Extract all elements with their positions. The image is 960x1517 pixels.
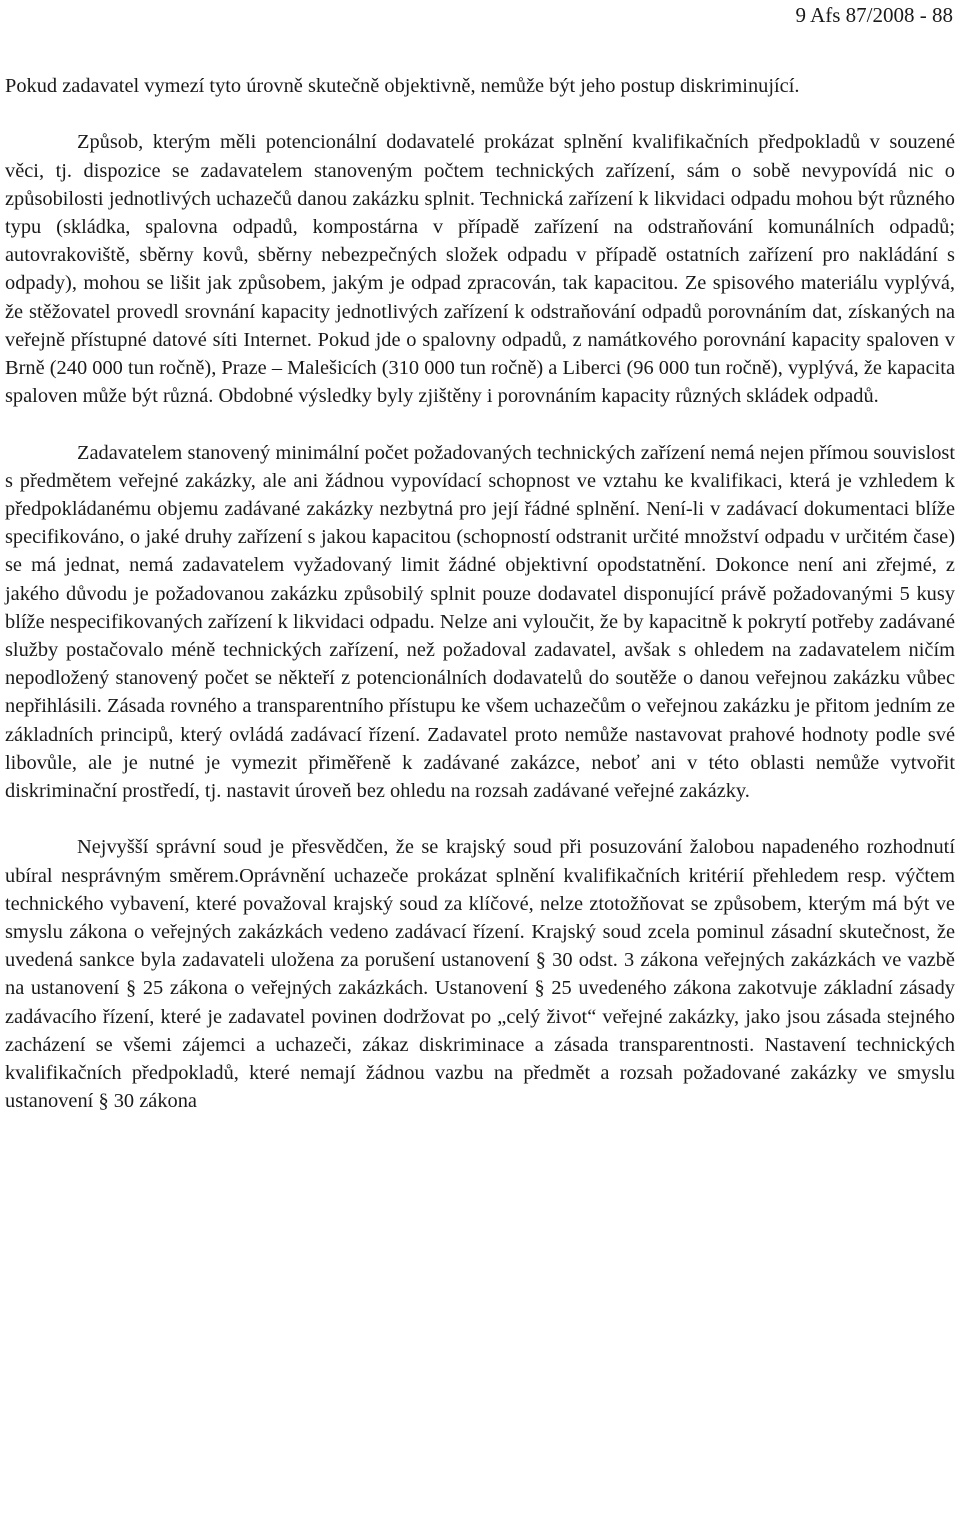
paragraph-4: Nejvyšší správní soud je přesvědčen, že se krajský soud při posuzování žalobou napadeného rozhodnutí ubíral nesprávným směrem.Oprávnění uchazeče prokázat splnění kvalifikačních kritérií přehledem resp. výčtem technického vybavení, které považoval krajský soud za klíčové, nelze ztotožňovat se způsobem, kterým má být ve smyslu zákona o veřejných zakázkách vedeno zadávací řízení. Krajský soud zcela pominul zásadní skutečnost, že uvedená sankce byla zadavateli uložena za porušení ustanovení § 30 odst. 3 zákona veřejných zakázkách ve vazbě na ustanovení § 25 zákona o veřejných zakázkách. Ustanovení § 25 uvedeného zákona zakotvuje základní zásady zadávacího řízení, které je zadavatel povinen dodržovat po „celý život“ veřejné zakázky, jako jsou zásada stejného zacházení se všemi zájemci a uchazeči, zákaz diskriminace a zásada transparentnosti. Nastavení technických kvalifikačních předpokladů, které nemají žádnou vazbu na předmět a rozsah požadované zakázky ve smyslu ustanovení § 30 zákona bbox=[5, 836, 955, 1113]
document-body bbox=[5, 72, 955, 1115]
paragraph-2: Způsob, kterým měli potencionální dodavatelé prokázat splnění kvalifikačních předpokladů v souzené věci, tj. dispozice se zadavatelem stanoveným počtem technických zařízení, sám o sobě nevypovídá nic o způsobilosti jednotlivých uchazečů danou zakázku splnit. Technická zařízení k likvidaci odpadu mohou být různého typu (skládka, spalovna odpadů, kompostárna v případě zařízení na odstraňování komunálních odpadů; autovrakoviště, sběrny kovů, sběrny nebezpečných složek odpadu v případě ostatních zařízení pro nakládání s odpady), mohou se lišit jak způsobem, jakým je odpad zpracován, tak kapacitou. Ze spisového materiálu vyplývá, že stěžovatel provedl srovnání kapacity jednotlivých zařízení k odstraňování odpadů porovnáním dat, získaných na veřejně přístupné datové síti Internet. Pokud jde o spalovny odpadů, z namátkového porovnání kapacity spaloven v Brně (240 000 tun ročně), Praze – Malešicích (310 000 tun ročně) a Liberci (96 000 tun ročně), vyplývá, že kapacita spaloven může být různá. Obdobné výsledky byly zjištěny i porovnáním kapacity různých skládek odpadů. bbox=[5, 131, 955, 408]
case-reference-header: 9 Afs 87/2008 - 88 bbox=[795, 3, 953, 27]
paragraph-1: Pokud zadavatel vymezí tyto úrovně skutečně objektivně, nemůže být jeho postup diskriminující. bbox=[5, 75, 800, 97]
paragraph-3: Zadavatelem stanovený minimální počet požadovaných technických zařízení nemá nejen přímou souvislost s předmětem veřejné zakázky, ale ani žádnou vypovídací schopnost ve vztahu ke kvalifikaci, která je vzhledem k předpokládanému objemu zadávané zakázky nezbytná pro její řádné splnění. Není-li v zadávací dokumentaci blíže specifikováno, o jaké druhy zařízení s jakou kapacitou (schopností odstranit určité množství odpadu v určitém čase) se má jednat, nemá zadavatelem vyžadovaný limit žádné objektivní opodstatnění. Dokonce není ani zřejmé, z jakého důvodu je požadovanou zakázku způsobilý splnit pouze dodavatel disponující právě požadovanými 5 kusy blíže nespecifikovaných zařízení k likvidaci odpadu. Nelze ani vyloučit, že by kapacitně k pokrytí potřeby zadávané služby postačovalo méně technických zařízení, než požadoval zadavatel, avšak s ohledem na zadavatelem ničím nepodložený stanovený počet se někteří z potencionálních dodavatelů do soutěže o danou veřejnou zakázku vůbec nepřihlásili. Zásada rovného a transparentního přístupu ke všem uchazečům o veřejnou zakázku je přitom jedním ze základních principů, který ovládá zadávací řízení. Zadavatel proto nemůže nastavovat prahové hodnoty podle své libovůle, ale je nutné je vymezit přiměřeně k zadávané zakázce, neboť ani v této oblasti nemůže vytvořit diskriminační prostředí, tj. nastavit úroveň bez ohledu na rozsah zadávané veřejné zakázky. bbox=[5, 441, 955, 803]
